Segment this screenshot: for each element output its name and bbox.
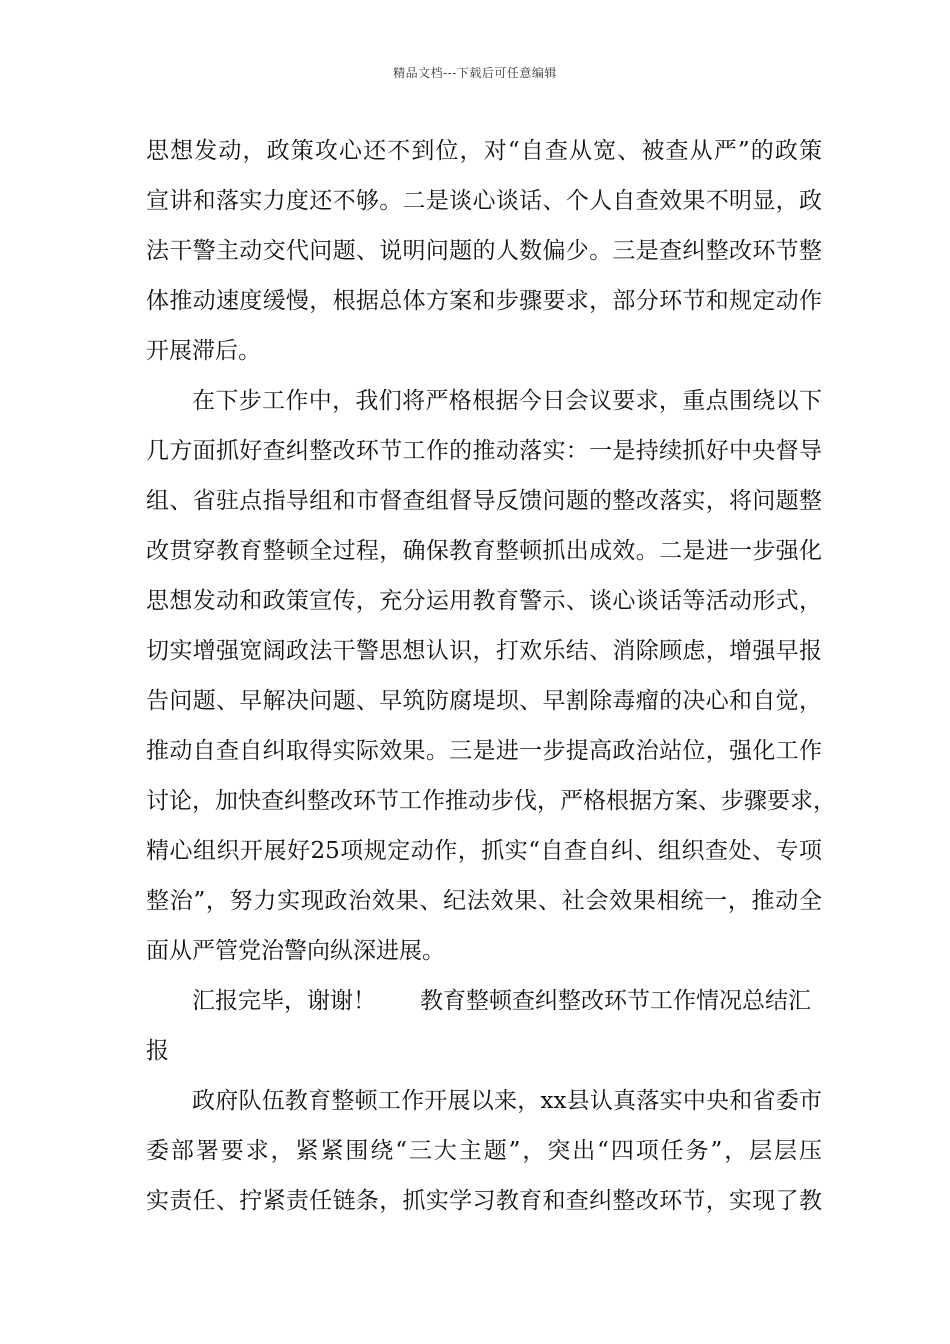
- closing-remark: 汇报完毕，谢谢！: [192, 988, 376, 1014]
- text-line: 组、省驻点指导组和市督查组督导反馈问题的整改落实，将问题整: [146, 488, 822, 514]
- closing-and-title-line: [146, 976, 822, 1026]
- text-line: 体推动速度缓慢，根据总体方案和步骤要求，部分环节和规定动作: [146, 288, 822, 314]
- text-line: 整治”，努力实现政治效果、纪法效果、社会效果相统一，推动全: [146, 888, 822, 914]
- text-line: 实责任、拧紧责任链条，抓实学习教育和查纠整改环节，实现了教: [146, 1188, 822, 1214]
- text-line: 法干警主动交代问题、说明问题的人数偏少。三是查纠整改环节整: [146, 238, 822, 264]
- paragraph-start-line: 政府队伍教育整顿工作开展以来，xx县认真落实中央和省委市: [192, 1088, 822, 1114]
- text-line: 改贯穿教育整顿全过程，确保教育整顿抓出成效。二是进一步强化: [146, 538, 822, 564]
- text-line: 切实增强宽阔政法干警思想认识，打欢乐结、消除顾虑，增强早报: [146, 638, 822, 664]
- text-line: 几方面抓好查纠整改环节工作的推动落实：一是持续抓好中央督导: [146, 438, 822, 464]
- text-line: 告问题、早解决问题、早筑防腐堤坝、早割除毒瘤的决心和自觉，: [146, 688, 822, 714]
- text-line: 开展滞后。: [146, 338, 261, 364]
- paragraph-start-line: 在下步工作中，我们将严格根据今日会议要求，重点围绕以下: [192, 388, 822, 414]
- text-line: 精心组织开展好25项规定动作，抓实“自查自纠、组织查处、专项: [146, 838, 822, 864]
- text-line: 思想发动和政策宣传，充分运用教育警示、谈心谈话等活动形式，: [146, 588, 822, 614]
- page-header: 精品文档---下载后可任意编辑: [393, 66, 557, 80]
- text-line: 面从严管党治警向纵深进展。: [146, 938, 445, 964]
- text-line: 讨论，加快查纠整改环节工作推动步伐，严格根据方案、步骤要求，: [146, 788, 836, 814]
- section-title-continued: 报: [146, 1038, 169, 1064]
- section-title: 教育整顿查纠整改环节工作情况总结汇: [420, 988, 811, 1014]
- text-line: 思想发动，政策攻心还不到位，对“自查从宽、被查从严”的政策: [146, 138, 822, 164]
- document-body: [146, 126, 836, 1226]
- text-line: 委部署要求，紧紧围绕“三大主题”，突出“四项任务”，层层压: [146, 1138, 822, 1164]
- text-line: 宣讲和落实力度还不够。二是谈心谈话、个人自查效果不明显，政: [146, 188, 822, 214]
- text-line: 推动自查自纠取得实际效果。三是进一步提高政治站位，强化工作: [146, 738, 822, 764]
